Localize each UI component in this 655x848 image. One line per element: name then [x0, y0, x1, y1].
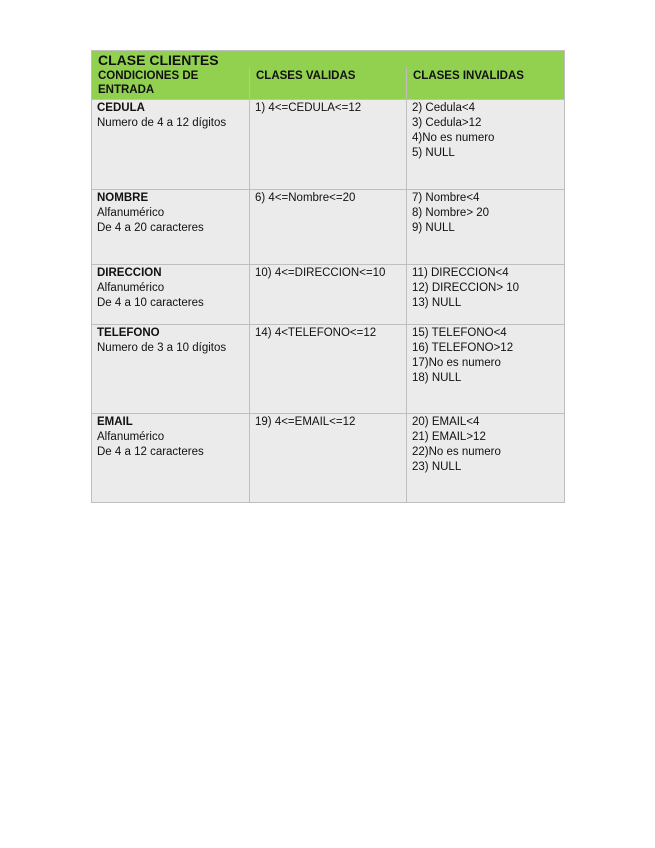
invalid-class: 7) Nombre<4: [412, 192, 480, 204]
table-row-cedula: [92, 100, 565, 190]
valid-cell: [250, 100, 407, 190]
invalid-class: 9) NULL: [412, 222, 455, 234]
valid-class: 19) 4<=EMAIL<=12: [255, 416, 356, 428]
invalid-class: 12) DIRECCION> 10: [412, 282, 520, 294]
invalid-class: 15) TELEFONO<4: [412, 327, 507, 339]
valid-cell: [250, 265, 407, 325]
invalid-class: 5) NULL: [412, 147, 455, 159]
table-header-row: [92, 68, 565, 100]
invalid-class: 18) NULL: [412, 372, 462, 384]
condition-name: CEDULA: [97, 102, 145, 114]
invalid-class: 22)No es numero: [412, 446, 501, 458]
header-condiciones: CONDICIONES DE ENTRADA: [92, 68, 250, 100]
invalid-cell: [407, 265, 565, 325]
table-row-telefono: [92, 325, 565, 414]
condition-cell: [92, 265, 250, 325]
invalid-class: 21) EMAIL>12: [412, 431, 486, 443]
table-title: CLASE CLIENTES: [92, 51, 565, 69]
condition-desc: De 4 a 10 caracteres: [97, 297, 204, 309]
invalid-class: 3) Cedula>12: [412, 117, 482, 129]
condition-desc: De 4 a 12 caracteres: [97, 446, 204, 458]
valid-cell: [250, 325, 407, 414]
invalid-cell: [407, 100, 565, 190]
condition-desc: Alfanumérico: [97, 431, 165, 443]
condition-name: EMAIL: [97, 416, 133, 428]
table-title-row: [92, 51, 565, 69]
invalid-class: 2) Cedula<4: [412, 102, 475, 114]
invalid-cell: [407, 325, 565, 414]
invalid-class: 8) Nombre> 20: [412, 207, 490, 219]
valid-class: 1) 4<=CEDULA<=12: [255, 102, 362, 114]
invalid-cell: [407, 190, 565, 265]
invalid-class: 16) TELEFONO>12: [412, 342, 514, 354]
invalid-class: 23) NULL: [412, 461, 462, 473]
header-clases-invalidas: CLASES INVALIDAS: [407, 68, 565, 100]
condition-name: TELEFONO: [97, 327, 160, 339]
condition-cell: [92, 414, 250, 503]
condition-cell: [92, 100, 250, 190]
condition-cell: [92, 190, 250, 265]
table-row-nombre: [92, 190, 565, 265]
condition-name: NOMBRE: [97, 192, 149, 204]
condition-desc: Alfanumérico: [97, 282, 165, 294]
condition-cell: [92, 325, 250, 414]
condition-desc: De 4 a 20 caracteres: [97, 222, 204, 234]
valid-class: 14) 4<TELEFONO<=12: [255, 327, 377, 339]
invalid-class: 17)No es numero: [412, 357, 501, 369]
table-row-email: [92, 414, 565, 503]
condition-desc: Numero de 4 a 12 dígitos: [97, 117, 227, 129]
header-clases-validas: CLASES VALIDAS: [250, 68, 407, 100]
valid-cell: [250, 190, 407, 265]
condition-desc: Numero de 3 a 10 dígitos: [97, 342, 227, 354]
table-row-direccion: [92, 265, 565, 325]
invalid-class: 20) EMAIL<4: [412, 416, 480, 428]
valid-class: 10) 4<=DIRECCION<=10: [255, 267, 386, 279]
invalid-class: 4)No es numero: [412, 132, 495, 144]
invalid-class: 11) DIRECCION<4: [412, 267, 509, 279]
clase-clientes-table: [91, 50, 565, 503]
condition-desc: Alfanumérico: [97, 207, 165, 219]
invalid-cell: [407, 414, 565, 503]
condition-name: DIRECCION: [97, 267, 162, 279]
valid-class: 6) 4<=Nombre<=20: [255, 192, 356, 204]
valid-cell: [250, 414, 407, 503]
invalid-class: 13) NULL: [412, 297, 462, 309]
